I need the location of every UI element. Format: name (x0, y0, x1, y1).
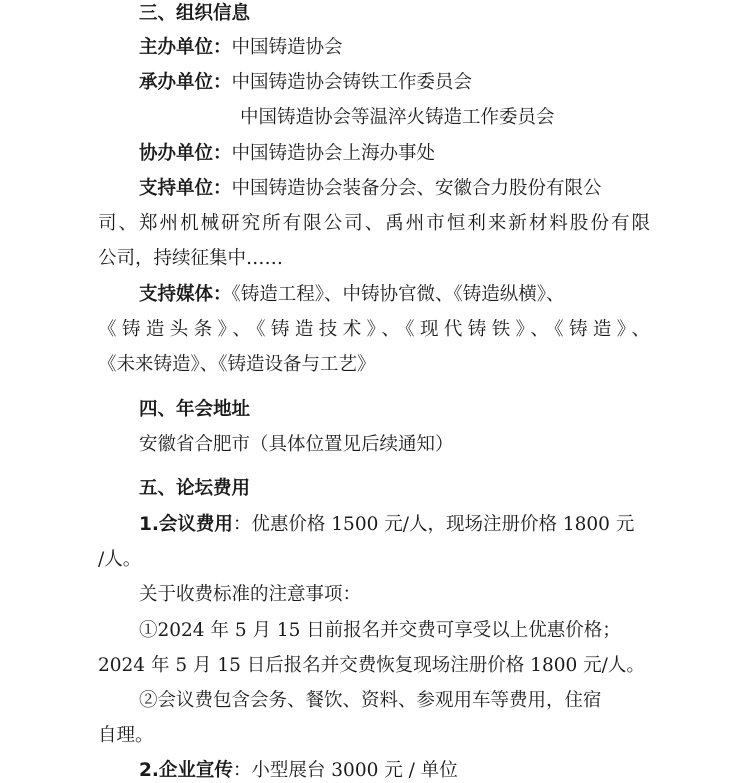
note-1-line-2: 2024 年 5 月 15 日后报名并交费恢复现场注册价格 1800 元/人。 (98, 655, 645, 676)
support-line-1: 中国铸造协会装备分会、安徽合力股份有限公 (231, 178, 602, 199)
section-heading-fees: 五、论坛费用 (139, 478, 251, 499)
section-heading-org: 三、组织信息 (139, 3, 251, 24)
section-heading-venue: 四、年会地址 (139, 399, 251, 420)
notes-title: 关于收费标准的注意事项： (139, 584, 362, 605)
fee-item-2-row (139, 759, 458, 783)
support-row (139, 177, 602, 201)
organizer-value-1: 中国铸造协会铸铁工作委员会 (231, 72, 473, 93)
note-1-line-1: ①2024 年 5 月 15 日前报名并交费可享受以上优惠价格； (139, 620, 621, 641)
co-organizer-label: 协办单位： (139, 143, 232, 164)
media-label: 支持媒体： (139, 284, 232, 305)
note-2-line-1: ②会议费包含会务、餐饮、资料、参观用车等费用，住宿 (139, 690, 602, 711)
media-line-3: 《未来铸造》、《铸造设备与工艺》 (98, 354, 376, 375)
fee-item-2-label: 2.企业宣传 (139, 760, 233, 781)
support-label: 支持单位： (139, 178, 232, 199)
co-organizer-row (139, 142, 435, 166)
media-row (139, 283, 565, 307)
organizer-label: 承办单位： (139, 72, 232, 93)
fee-item-1-line-1: ：优惠价格 1500 元/人，现场注册价格 1800 元 (232, 514, 635, 535)
media-line-2: 《铸造头条》、《铸造技术》、《现代铸铁》、《铸造》、 (98, 319, 650, 340)
fee-item-1-label: 1.会议费用 (139, 514, 233, 535)
organizer-row (139, 71, 472, 95)
host-row (139, 36, 343, 60)
note-2-line-2: 自理。 (98, 725, 154, 746)
venue-value: 安徽省合肥市（具体位置见后续通知） (139, 434, 454, 455)
co-organizer-value: 中国铸造协会上海办事处 (231, 143, 436, 164)
fee-item-2-value: ：小型展台 3000 元 / 单位 (232, 760, 458, 781)
host-value: 中国铸造协会 (231, 37, 343, 58)
fee-item-1-line-2: /人。 (98, 549, 142, 570)
organizer-value-2: 中国铸造协会等温淬火铸造工作委员会 (240, 107, 555, 128)
media-line-1: 《铸造工程》、中铸协官微、《铸造纵横》、 (231, 284, 565, 305)
fee-item-1-row (139, 513, 634, 537)
host-label: 主办单位： (139, 37, 232, 58)
support-line-3: 公司，持续征集中…… (98, 248, 284, 269)
support-line-2: 司、郑州机械研究所有限公司、禹州市恒利来新材料股份有限 (98, 213, 650, 234)
